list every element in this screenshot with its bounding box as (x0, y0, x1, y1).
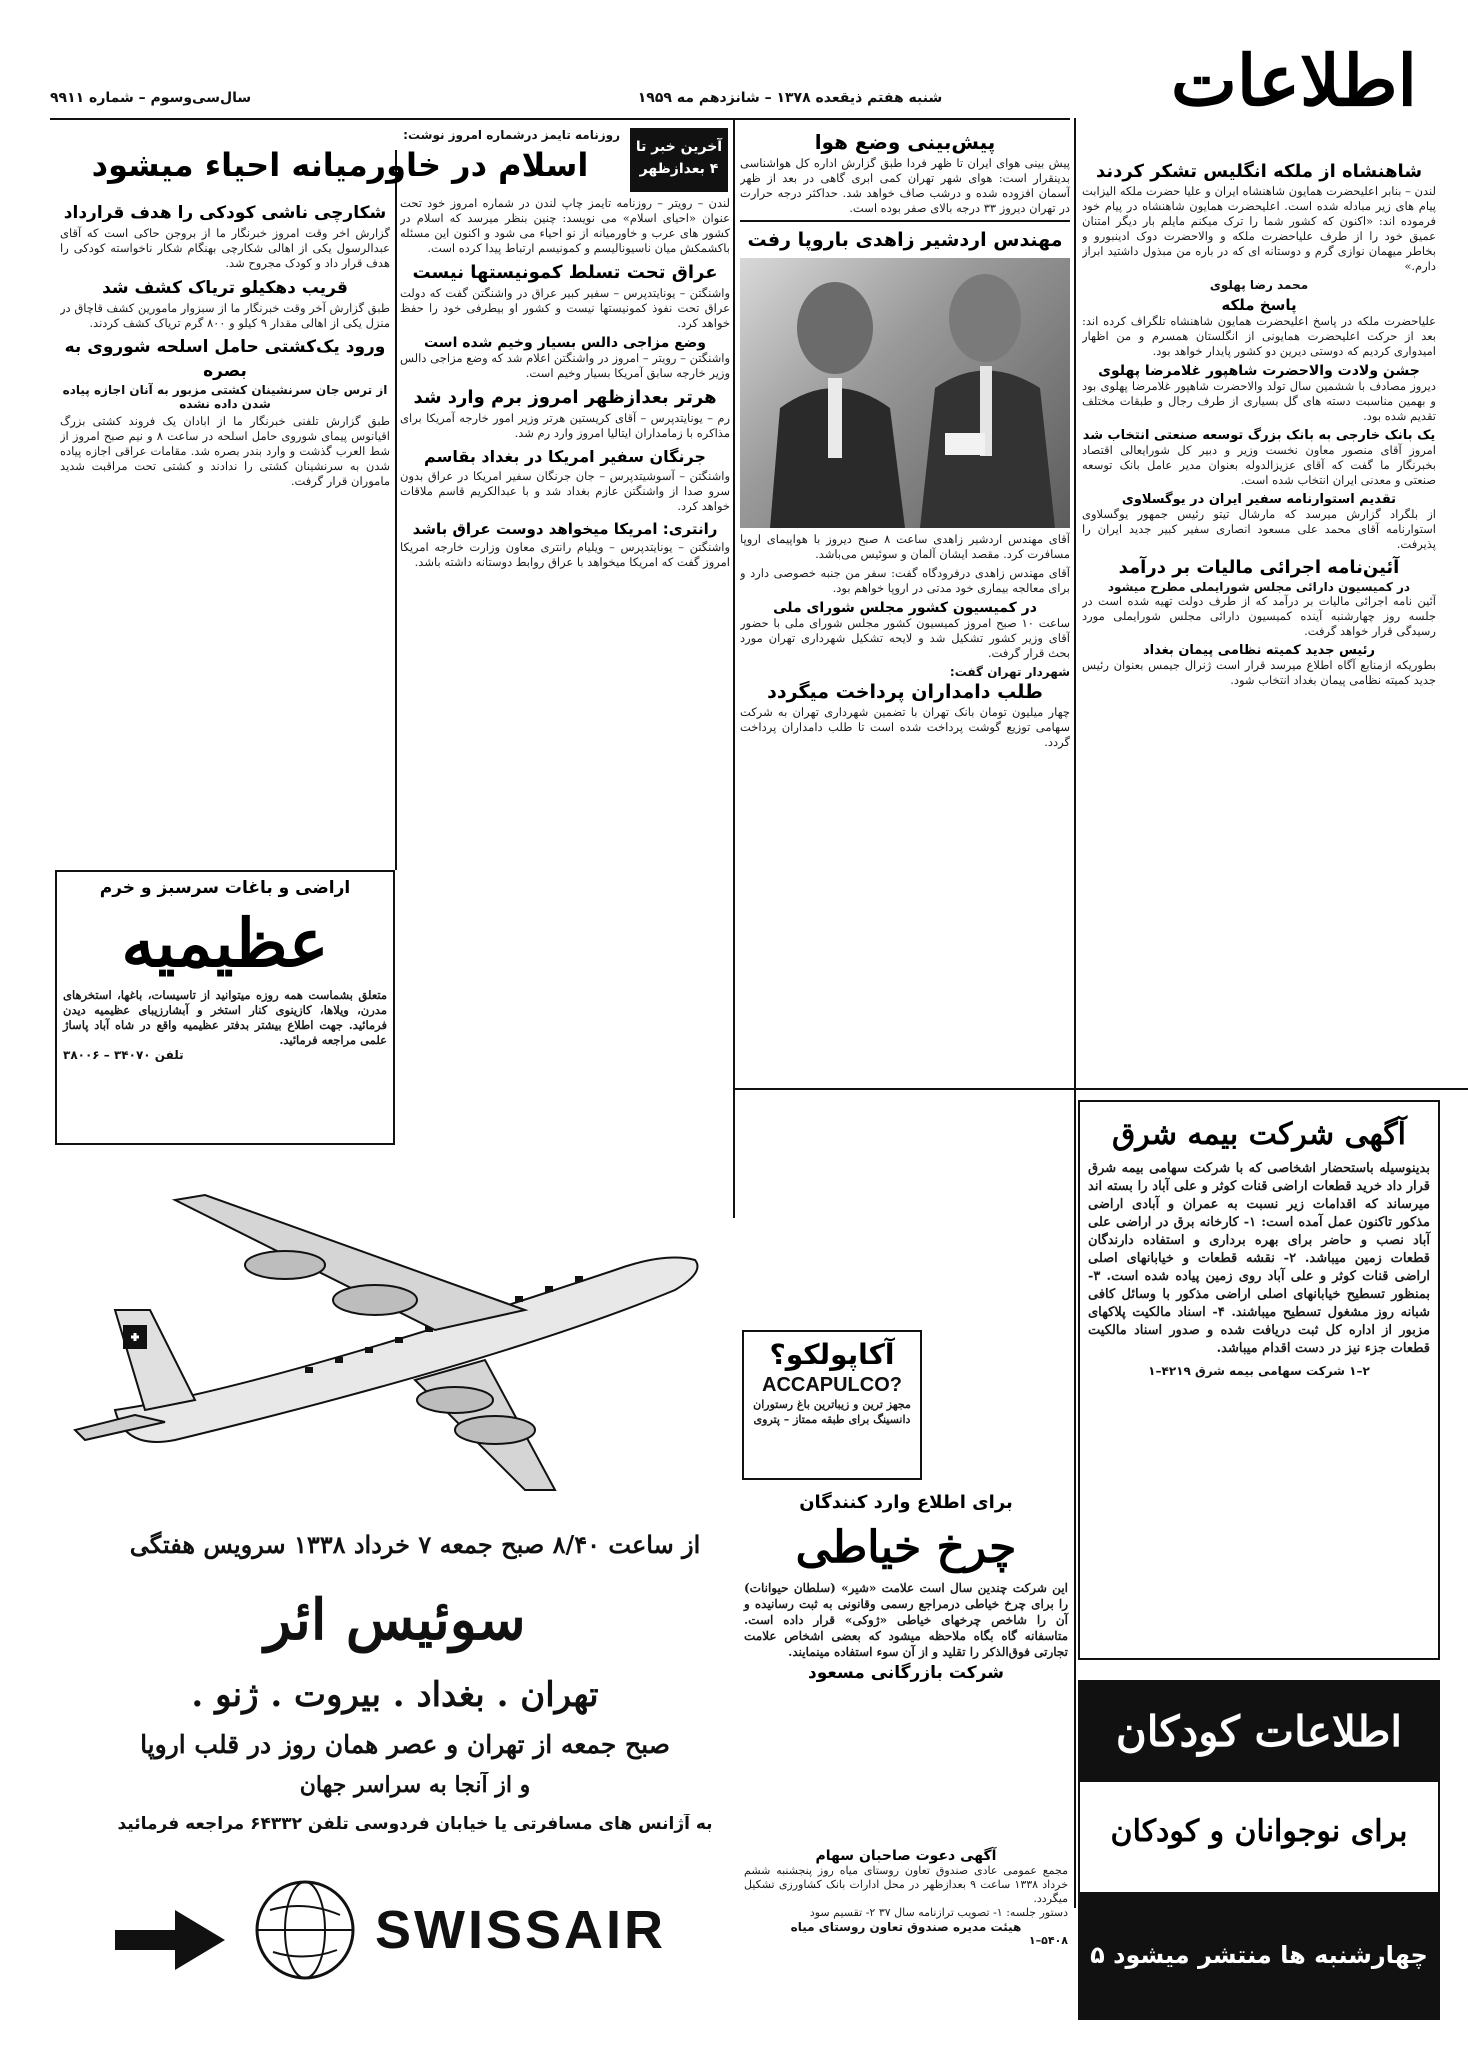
meeting-body: مجمع عمومی عادی صندوق تعاون روستای میاه روز پنجشنبه ششم خرداد ۱۳۳۸ ساعت ۹ بعدازظهر در محل ادارات بانک کشاورزی تشکیل میگردد. (744, 1864, 1069, 1905)
article-body: لندن – رویتر – روزنامه تایمز چاپ لندن در شماره امروز خود تحت عنوان «احیای اسلام» می نویسد: چنین بنظر میرسد که اسلام در کشور های عرب و خاورمیانه از نو احیاء می شود و اکنون این مسئله باکشمکش میان ناسیونالیسم و کمونیسم ارتباط پیدا کرده است. (400, 196, 730, 255)
ad-azimieh-body: متعلق بشماست همه روزه میتوانید از تاسیسات، باغها، استخرهای مدرن، ویلاها، کازینوی کنار استخر و آبشارزیبای عظیمیه دیدن فرمائید. جهت اطلاع بیشتر بدفتر عظیمیه واقع در شاه آباد پاساژ علمی مراجعه فرمائید. (63, 988, 387, 1047)
right-column (1082, 160, 1436, 1090)
ad-kids (1078, 1680, 1440, 2020)
ad-swissair (55, 1150, 735, 2030)
article-body: واشنگتن – آسوشیتدپرس – جان جرنگان سفیر امریکا در عراق بدون سرو صدا از واشنگتن عازم بغداد شد و با عبدالکریم قاسم ملاقات خواهد کرد. (400, 469, 730, 513)
insurance-title: آگهی شرکت بیمه شرق (1111, 1117, 1406, 1152)
kids-title: اطلاعات کودکان (1080, 1682, 1438, 1782)
headline-bank: یک بانک خارجی به بانک بزرگ توسعه صنعتی انتخاب شد (1082, 428, 1436, 443)
headline-jernegan: جرنگان سفیر امریکا در بغداد بقاسم (424, 447, 706, 466)
article-body: طبق گزارش تلفنی خبرنگار ما از ابادان یک فروند کشتی بزرگ اقیانوس پیمای شوروی حامل اسلحه در ساعت ۸ و نیم صبح امروز از شط العرب گذشت و وارد بندر بصره شد. مقامات عراقی اجازه پیاده شدن به سرنشینان کشتی را ندادند و کشتی تحت مراقبت شدید ماموران قرار گرفت. (60, 414, 390, 488)
islam-kicker: روزنامه تایمز درشماره امروز نوشت: (403, 128, 620, 142)
subheadline-soviet-ship: از ترس جان سرنشینان کشتی مزبور به آنان اجازه پیاده شدن داده نشده (62, 383, 388, 411)
article-body: پیش بینی هوای ایران تا ظهر فردا طبق گزارش اداره کل هواشناسی بدینقرار است: هوای شهر تهران کمی ابری گاهی در بعد از ظهر آسمان افزوده شده و درشب صاف خواهد شد. حداکثر درجه حرارت در تهران دیروز ۳۳ درجه بالای صفر بوده است. (740, 156, 1070, 215)
article-body: آئین نامه اجرائی مالیات بر درآمد که از طرف دولت تهیه شده است در جلسه روز چهارشنبه آینده کمیسیون دارائی مجلس شورایملی مورد رسیدگی قرار خواهد گرفت. (1082, 594, 1436, 638)
article-body: چهار میلیون تومان بانک تهران با تضمین شهرداری تهران به شرکت سهامی توزیع گوشت پرداخت شده است تا طلب دامداران پرداخت گردد. (740, 705, 1070, 749)
column-rule (733, 118, 735, 1218)
article-body: علیاحضرت ملکه در پاسخ اعلیحضرت همایون شاهنشاه تلگراف کرده اند: بعد از حرکت اعلیحضرت همایونی از انگلستان همسرم و من اظهار امیدواری کردیم که دوستی دیرین دو کشور پایدار خواهد بود. (1082, 314, 1436, 358)
article-body: بطوریکه ازمنابع آگاه اطلاع میرسد قرار است ژنرال جیمس بعنوان رئیس جدید کمیته نظامی پیمان بغداد انتخاب شود. (1082, 658, 1436, 687)
date-line: شنبه هفتم ذیقعده ۱۳۷۸ – شانزدهم مه ۱۹۵۹ (637, 90, 943, 106)
article-body: از بلگراد گزارش میرسد که مارشال تیتو رئیس جمهور یوگسلاوی استوارنامه آقای محمد علی مسعود انصاری سفیر کبیر جدید ایران را پذیرفت. (1082, 507, 1436, 551)
article-body: رم – یونایتدپرس – آقای کریستین هرتر وزیر امور خارجه آمریکا برای مذاکره با زمامداران ایتالیا امروز وارد رم شد. (400, 411, 730, 440)
article-body: آقای مهندس زاهدی درفرودگاه گفت: سفر من جنبه خصوصی دارد و برای معالجه بیماری خود مدتی در اروپا خواهم بود. (740, 566, 1070, 595)
headline-ranchers: طلب دامداران پرداخت میگردد (767, 681, 1043, 703)
insurance-footer: ۲–۱ شرکت سهامی بیمه شرق ۴۲۱۹–۱ (1148, 1364, 1370, 1378)
article-body: واشنگتن – یونایتدپرس – سفیر کبیر عراق در واشنگتن گفت که دولت عراق تحت نفوذ کمونیستها نیست و کشور او بیطرفی خود را حفظ خواهد کرد. (400, 286, 730, 330)
news-photo (740, 258, 1070, 528)
meeting-signer: هیئت مدیره صندوق تعاون روستای میاه (790, 1920, 1022, 1934)
arrow-icon (115, 1910, 225, 1970)
article-body: واشنگتن – یونایتدپرس – ویلیام رانتری معاون وزارت خارجه امریکا امروز گفت که امریکا میخواهد با عراق روابط دوستانه داشته باشد. (400, 540, 730, 569)
headline-herter: هرتر بعدازظهر امروز برم وارد شد (413, 387, 717, 408)
headline-shah-thanks: شاهنشاه از ملکه انگلیس تشکر کردند (1095, 161, 1423, 182)
swissair-world: و از آنجا به سراسر جهان (299, 1772, 531, 1798)
ad-azimieh-phone: تلفن ۳۴۰۷۰ – ۳۸۰۰۶ (63, 1048, 184, 1062)
swissair-contact: به آژانس های مسافرتی یا خیابان فردوسی تلفن ۶۴۳۳۲ مراجعه فرمائید (117, 1814, 713, 1834)
ad-acapulco (742, 1330, 922, 1480)
headline-islam: اسلام در خاورمیانه احیاء میشود (91, 146, 589, 184)
sewing-body: این شرکت چندین سال است علامت «شیر» (سلطان حیوانات) را برای چرخ خیاطی درمراجع رسمی وقانونی به ثبت رسانیده و آن را شاخص چرخهای خیاطی «ژوکی» قرار داده است. متاسفانه گاه بگاه ملاحظه میشود که بعضی اشخاص علامت تجارتی فوق‌الذکر را تقلید و از آن سوء استفاده مینمایند. (744, 1581, 1068, 1659)
headline-dulles: وضع مزاجی دالس بسیار وخیم شده است (423, 335, 707, 351)
airplane-illustration (55, 1160, 735, 1510)
sewing-kicker: برای اطلاع وارد کنندگان (799, 1492, 1013, 1513)
article-body: لندن – بنابر اعلیحضرت همایون شاهنشاه ایران و علیا حضرت ملکه الیزابت پیام های زیر مبادله شده است. اعلیحضرت همایون شاهنشاه در پیام خود فرموده اند: «اکنون که کشور شما را ترک میکنم مایلم بار دیگر امتنان عمیق خود را از طرف علیاحضرت ملکه و والاحضرت دوک ادینبورو و بخاطر میهمان نوازی گرم و دوستانه ای که در باره من مبذول داشتید ابراز دارم.» (1082, 184, 1436, 273)
ad-azimieh-top: اراضی و باغات سرسبز و خرم (99, 878, 351, 898)
column-c (740, 128, 1070, 1088)
article-body: دیروز مصادف با ششمین سال تولد والاحضرت شاهپور غلامرضا پهلوی بود و بهمین مناسبت دسته های گل بسیاری از طرف رجال و طبقات مختلف تقدیم شده بود. (1082, 379, 1436, 423)
ad-meeting (742, 1846, 1070, 2026)
meeting-code: ۵۴۰۸–۱ (1028, 1934, 1068, 1947)
meeting-title: آگهی دعوت صاحبان سهام (815, 1848, 997, 1864)
article-body: واشنگتن – رویتر – امروز در واشنگتن اعلام شد که وضع مزاجی دالس وزیر خارجه سابق آمریکا بسیار وخیم است. (400, 351, 730, 380)
sewing-company: شرکت بازرگانی مسعود (807, 1663, 1004, 1683)
masthead-logo: اطلاعات (1171, 40, 1417, 122)
headline-hunter: شکارچی ناشی کودکی را هدف قرارداد (63, 203, 387, 223)
ad-sewing (742, 1488, 1070, 1843)
insurance-body: بدینوسیله باستحضار اشخاصی که با شرکت سهامی بیمه شرق قرار داد خرید قطعات اراضی قنات کوثر و علی آباد را بسته اند میرساند که اقدامات زیر نسبت به عمران و آبادی اراضی مذکور تاکنون عمل آمده است: ۱- کارخانه برق در اراضی علی آباد نصب و حاضر برای بهره برداری و استفاده دارندگان قطعات زمین میباشد. ۲- نقشه قطعات و خیابانهای اصلی اراضی قنات کوثر و علی آباد روی زمین پیاده شده است. ۳- بمنظور تسطیح خیابانهای اصلی اراضی مذکور با وسائل کافی شبانه روز مشغول تسطیح میباشند. ۴- اسناد مالکیت پلاکهای مزبور از اداره کل ثبت دریافت شده و صدور اسناد مالکیت قطعات جزء نیز در دست اقدام میباشد. (1088, 1161, 1431, 1356)
headline-queen-reply: پاسخ ملکه (1221, 296, 1297, 314)
swissair-route: تهران . بغداد . بیروت . ژنو . (191, 1675, 599, 1715)
issue-line: سال‌سی‌وسوم – شماره ۹۹۱۱ (50, 90, 252, 106)
headline-iraq: عراق تحت تسلط کمونیستها نیست (412, 262, 718, 283)
headline-weather: پیش‌بینی وضع هوا (814, 130, 996, 154)
meeting-agenda: دستور جلسه: ۱- تصویب ترازنامه سال ۳۷ ۲- تقسیم سود (809, 1906, 1068, 1919)
kicker: شهردار تهران گفت: (949, 665, 1070, 679)
headline-opium: قریب دهکیلو تریاک کشف شد (102, 278, 348, 298)
headline-zahedi: مهندس اردشیر زاهدی باروپا رفت (747, 229, 1063, 251)
photo-figures (740, 258, 1070, 528)
headline-ambassador: تقدیم استوارنامه سفیر ایران در یوگسلاوی (1121, 492, 1397, 507)
ad-azimieh-name: عظیمیه (121, 904, 329, 982)
column-a (60, 200, 390, 865)
swissair-brand-en: SWISSAIR (375, 1900, 667, 1960)
acapulco-fa: آکاپولکو؟ (769, 1338, 895, 1371)
swissair-schedule: از ساعت ۸/۴۰ صبح جمعه ۷ خرداد ۱۳۳۸ سرویس هفتگی (129, 1530, 701, 1559)
article-body: گزارش اخر وقت امروز خبرنگار ما از بروجن حاکی است که آقای عبدالرسول یکی از اهالی شکارچی بهنگام شکار ناخواسته کودکی را هدف قرار داد و کودک مجروح شد. (60, 226, 390, 270)
column-b (400, 196, 730, 1206)
ad-insurance (1078, 1100, 1440, 1660)
swissair-brand-fa: سوئیس ائر (264, 1587, 526, 1653)
headline-tax: آئین‌نامه اجرائی مالیات بر درآمد (1118, 557, 1400, 578)
acapulco-body: مجهز ترین و زیباترین باغ رستوران دانسینگ برای طبقه ممتاز – پتروی (753, 1398, 911, 1426)
signature: محمد رضا پهلوی (1209, 278, 1309, 292)
article-body: طبق گزارش آخر وقت خبرنگار ما از سبزوار مامورین کشف قاچاق در منزل یکی از اهالی مقدار ۹ کیلو و ۸۰۰ گرم تریاک کشف کردند. (60, 301, 390, 330)
kids-sub: برای نوجوانان و کودکان (1110, 1814, 1408, 1849)
headline-birthday: جشن ولادت والاحضرت شاهپور غلامرضا پهلوی (1098, 363, 1420, 379)
swissair-tagline: صبح جمعه از تهران و عصر همان روز در قلب اروپا (140, 1730, 670, 1759)
headline-commission: در کمیسیون کشور مجلس شورای ملی (773, 600, 1037, 616)
headline-rountree: رانتری: امریکا میخواهد دوست عراق باشد (412, 520, 718, 538)
ad-azimieh (55, 870, 395, 1145)
latest-news-box: آخرین خبر تا ۴ بعدازظهر (630, 128, 728, 192)
masthead-rule (50, 118, 1070, 120)
article-body: ساعت ۱۰ صبح امروز کمیسیون کشور مجلس شورای ملی با حضور آقای وزیر کشور تشکیل شد و لایحه تشکیل شهرداری تهران مورد بحث قرار گرفت. (740, 616, 1070, 660)
subheadline-tax: در کمیسیون دارائی مجلس شورایملی مطرح میشود (1107, 580, 1411, 594)
headline-soviet-ship: ورود یک‌کشتی حامل اسلحه شوروی به بصره (64, 337, 386, 381)
photo-caption: آقای مهندس اردشیر زاهدی ساعت ۸ صبح دیروز با هواپیمای اروپا مسافرت کرد. مقصد ایشان آلمان و سوئیس می‌باشد. (740, 532, 1070, 561)
kids-foot: چهارشنبه ها منتشر میشود ۵ (1080, 1892, 1438, 2018)
headline-baghdad-pact: رئیس جدید کمیته نظامی پیمان بغداد (1142, 643, 1376, 658)
sewing-name: چرخ خیاطی (795, 1522, 1017, 1573)
column-rule (1074, 118, 1076, 1908)
column-rule (395, 150, 397, 870)
acapulco-en: ACCAPULCO? (762, 1374, 902, 1396)
swissair-logo-bar (105, 1870, 695, 1986)
article-body: امروز آقای منصور معاون نخست وزیر و دبیر کل شورایعالی اقتصاد بخبرنگار ما گفت که آقای عزیزالدوله بعنوان مدیر عامل بانک توسعه صنعتی و معدنی ایران انتخاب شده است. (1082, 443, 1436, 487)
